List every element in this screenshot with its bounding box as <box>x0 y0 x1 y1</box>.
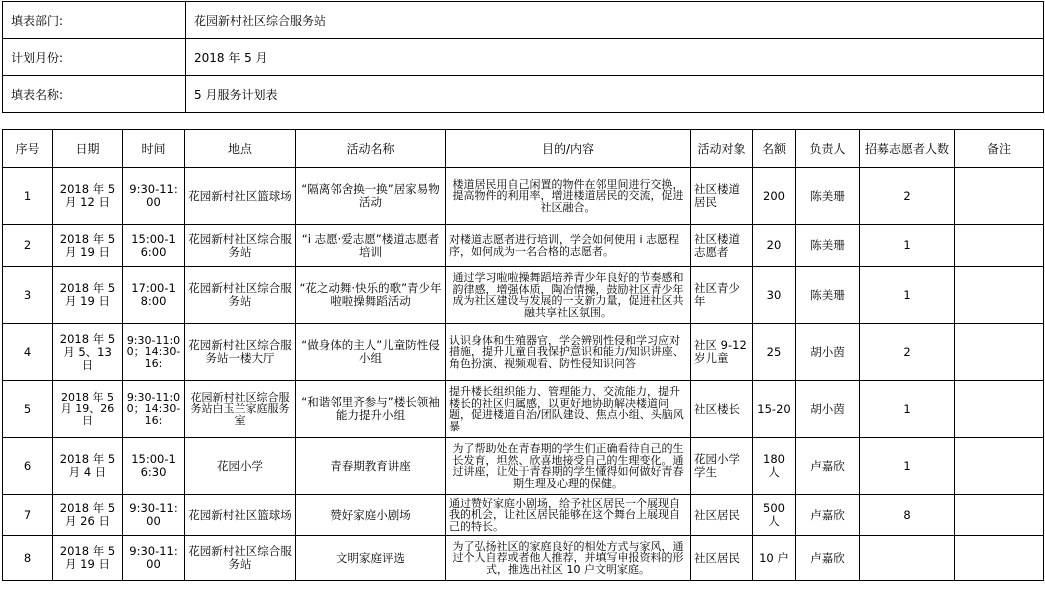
cell-activity: 青春期教育讲座 <box>296 438 446 495</box>
table-row <box>3 536 1044 581</box>
cell-purpose: 提升楼长组织能力、管理能力、交流能力，提升楼长的社区归属感，以更好地协助解决楼道问题，促进楼道自治/团队建设、焦点小组、头脑风暴 <box>446 381 691 438</box>
name-label: 填表名称: <box>3 76 186 113</box>
header-target: 活动对象 <box>691 130 753 168</box>
cell-date: 2018 年 5 月 12 日 <box>53 168 123 225</box>
dept-value: 花园新村社区综合服务站 <box>186 2 1044 39</box>
header-remark: 备注 <box>955 130 1044 168</box>
header-quota: 名额 <box>753 130 796 168</box>
cell-quota: 20 <box>753 225 796 267</box>
info-row-month <box>3 39 1044 76</box>
cell-volunteers: 1 <box>860 267 955 324</box>
cell-activity: 赞好家庭小剧场 <box>296 495 446 536</box>
cell-owner: 陈美珊 <box>796 267 860 324</box>
cell-place: 花园新村社区综合服务站 <box>185 267 296 324</box>
cell-owner: 卢嘉欣 <box>796 495 860 536</box>
cell-purpose: 为了帮助处在青春期的学生们正确看待自己的生长发育，坦然、欣喜地接受自己的生理变化。通过讲座，让处于青春期的学生懂得如何做好青春期生理及心理的保健。 <box>446 438 691 495</box>
cell-volunteers: 2 <box>860 168 955 225</box>
cell-quota: 180 人 <box>753 438 796 495</box>
cell-volunteers: 2 <box>860 324 955 381</box>
dept-label: 填表部门: <box>3 2 186 39</box>
cell-place: 花园新村社区综合服务站 <box>185 225 296 267</box>
cell-place: 花园新村社区综合服务站一楼大厅 <box>185 324 296 381</box>
cell-no: 1 <box>3 168 53 225</box>
service-plan-table <box>2 129 1044 581</box>
table-header-row <box>3 130 1044 168</box>
cell-place: 花园小学 <box>185 438 296 495</box>
table-row <box>3 438 1044 495</box>
cell-activity: “和谐邻里齐参与”楼长领袖能力提升小组 <box>296 381 446 438</box>
cell-remark <box>955 438 1044 495</box>
cell-target: 花园小学学生 <box>691 438 753 495</box>
cell-owner: 胡小茵 <box>796 324 860 381</box>
month-value: 2018 年 5 月 <box>186 39 1044 76</box>
cell-date: 2018 年 5 月 19 日 <box>53 536 123 581</box>
cell-remark <box>955 324 1044 381</box>
header-purpose: 目的/内容 <box>446 130 691 168</box>
table-row <box>3 495 1044 536</box>
cell-target: 社区楼道志愿者 <box>691 225 753 267</box>
cell-no: 6 <box>3 438 53 495</box>
cell-owner: 胡小茵 <box>796 381 860 438</box>
cell-quota: 500 人 <box>753 495 796 536</box>
cell-time: 9:30-11:00；14:30-16: <box>123 324 185 381</box>
cell-target: 社区居民 <box>691 536 753 581</box>
info-table <box>2 1 1044 113</box>
cell-quota: 15-20 <box>753 381 796 438</box>
cell-place: 花园新村社区篮球场 <box>185 168 296 225</box>
cell-date: 2018 年 5 月 19、26 日 <box>53 381 123 438</box>
cell-target: 社区楼长 <box>691 381 753 438</box>
header-no: 序号 <box>3 130 53 168</box>
cell-purpose: 为了弘扬社区的家庭良好的相处方式与家风，通过个人自荐或者他人推荐，并填写申报资料的形式，推选出社区 10 户文明家庭。 <box>446 536 691 581</box>
cell-date: 2018 年 5 月 5、13 日 <box>53 324 123 381</box>
table-row <box>3 225 1044 267</box>
table-row <box>3 267 1044 324</box>
cell-owner: 陈美珊 <box>796 168 860 225</box>
cell-activity: “隔离邻舍换一换”居家易物活动 <box>296 168 446 225</box>
cell-activity: “花之动舞·快乐的歌”青少年啦啦操舞蹈活动 <box>296 267 446 324</box>
cell-purpose: 认识身体和生殖器官，学会辨别性侵和学习应对措施，提升儿童自我保护意识和能力/知识讲座、角色扮演、视频观看、防性侵知识问答 <box>446 324 691 381</box>
cell-time: 15:00-16:00 <box>123 225 185 267</box>
cell-purpose: 对楼道志愿者进行培训，学会如何使用 i 志愿程序，如何成为一名合格的志愿者。 <box>446 225 691 267</box>
cell-time: 17:00-18:00 <box>123 267 185 324</box>
cell-place: 花园新村社区综合服务站白玉兰家庭服务室 <box>185 381 296 438</box>
cell-volunteers: 8 <box>860 495 955 536</box>
table-row <box>3 168 1044 225</box>
table-row <box>3 381 1044 438</box>
cell-no: 8 <box>3 536 53 581</box>
cell-quota: 200 <box>753 168 796 225</box>
cell-remark <box>955 381 1044 438</box>
header-date: 日期 <box>53 130 123 168</box>
cell-remark <box>955 168 1044 225</box>
cell-owner: 陈美珊 <box>796 225 860 267</box>
info-row-name <box>3 76 1044 113</box>
cell-place: 花园新村社区综合服务站 <box>185 536 296 581</box>
cell-volunteers: 1 <box>860 225 955 267</box>
cell-volunteers: 1 <box>860 438 955 495</box>
cell-purpose: 楼道居民用自己闲置的物件在邻里间进行交换，提高物件的利用率，增进楼道居民的交流，促进社区融合。 <box>446 168 691 225</box>
cell-date: 2018 年 5 月 26 日 <box>53 495 123 536</box>
cell-time: 9:30-11:00 <box>123 536 185 581</box>
cell-remark <box>955 536 1044 581</box>
cell-no: 2 <box>3 225 53 267</box>
cell-time: 15:00-16:30 <box>123 438 185 495</box>
cell-quota: 30 <box>753 267 796 324</box>
cell-time: 9:30-11:00；14:30-16: <box>123 381 185 438</box>
cell-date: 2018 年 5 月 19 日 <box>53 267 123 324</box>
cell-owner: 卢嘉欣 <box>796 438 860 495</box>
cell-remark <box>955 267 1044 324</box>
name-value: 5 月服务计划表 <box>186 76 1044 113</box>
cell-no: 3 <box>3 267 53 324</box>
cell-activity: “i 志愿·爱志愿”楼道志愿者培训 <box>296 225 446 267</box>
cell-volunteers: 1 <box>860 381 955 438</box>
cell-remark <box>955 495 1044 536</box>
cell-no: 4 <box>3 324 53 381</box>
cell-target: 社区青少年 <box>691 267 753 324</box>
cell-remark <box>955 225 1044 267</box>
cell-place: 花园新村社区篮球场 <box>185 495 296 536</box>
cell-target: 社区居民 <box>691 495 753 536</box>
cell-no: 7 <box>3 495 53 536</box>
cell-owner: 卢嘉欣 <box>796 536 860 581</box>
cell-purpose: 通过学习啦啦操舞蹈培养青少年良好的节奏感和韵律感，增强体质，陶冶情操，鼓励社区青少年成为社区建设与发展的一支新力量，促进社区共融共享社区氛围。 <box>446 267 691 324</box>
header-owner: 负责人 <box>796 130 860 168</box>
table-row <box>3 324 1044 381</box>
header-volunteers: 招募志愿者人数 <box>860 130 955 168</box>
cell-time: 9:30-11:00 <box>123 495 185 536</box>
header-time: 时间 <box>123 130 185 168</box>
cell-purpose: 通过赞好家庭小剧场，给予社区居民一个展现自我的机会，让社区居民能够在这个舞台上展现自己的特长。 <box>446 495 691 536</box>
info-row-dept <box>3 2 1044 39</box>
cell-no: 5 <box>3 381 53 438</box>
cell-quota: 10 户 <box>753 536 796 581</box>
cell-volunteers <box>860 536 955 581</box>
cell-target: 社区楼道居民 <box>691 168 753 225</box>
cell-target: 社区 9-12 岁儿童 <box>691 324 753 381</box>
header-activity: 活动名称 <box>296 130 446 168</box>
cell-activity: 文明家庭评选 <box>296 536 446 581</box>
cell-quota: 25 <box>753 324 796 381</box>
cell-activity: “做身体的主人”儿童防性侵小组 <box>296 324 446 381</box>
cell-date: 2018 年 5 月 4 日 <box>53 438 123 495</box>
header-place: 地点 <box>185 130 296 168</box>
cell-date: 2018 年 5 月 19 日 <box>53 225 123 267</box>
month-label: 计划月份: <box>3 39 186 76</box>
cell-time: 9:30-11:00 <box>123 168 185 225</box>
